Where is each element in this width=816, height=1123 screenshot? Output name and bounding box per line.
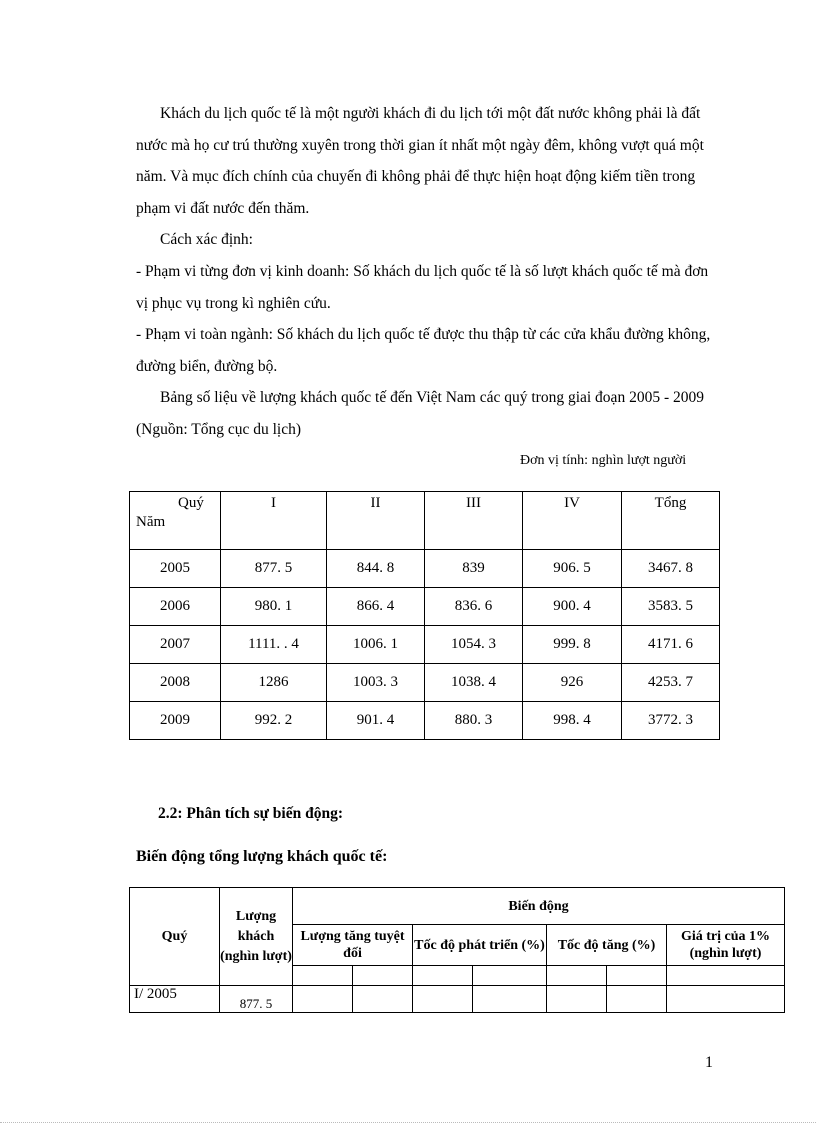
table-row xyxy=(130,550,720,588)
table-row xyxy=(130,626,720,664)
table-cell: 900. 4 xyxy=(523,588,622,626)
col-quy-header: Quý xyxy=(130,888,220,986)
row-year: 2007 xyxy=(130,626,221,664)
table-cell: 1006. 1 xyxy=(327,626,425,664)
table-cell xyxy=(293,966,353,986)
paragraph-business-scope: - Phạm vi từng đơn vị kinh doanh: Số khách du lịch quốc tế là số lượt khách quốc tế mà đơn vị phục vụ trong kì nghiên cứu. xyxy=(136,263,709,312)
page-number: 1 xyxy=(705,1054,713,1071)
table-cell: 1111. . 4 xyxy=(221,626,327,664)
section-heading: 2.2: Phân tích sự biến động: xyxy=(158,805,344,822)
table-cell: 999. 8 xyxy=(523,626,622,664)
col-luong-khach-header: Lượng khách (nghìn lượt) xyxy=(220,888,293,986)
subsection-heading: Biến động tổng lượng khách quốc tế: xyxy=(136,848,388,865)
table-row xyxy=(130,986,785,1013)
table-cell: 901. 4 xyxy=(327,702,425,740)
table-cell xyxy=(607,986,667,1013)
table-cell: 992. 2 xyxy=(221,702,327,740)
table-cell xyxy=(473,986,547,1013)
table-cell xyxy=(607,966,667,986)
table-cell xyxy=(547,966,607,986)
corner-nam-label: Năm xyxy=(136,514,166,530)
sub-header-gia-tri-1pct: Giá trị của 1% (nghìn lượt) xyxy=(667,925,785,966)
sub-header-toc-do-phat-trien: Tốc độ phát triển (%) xyxy=(413,925,547,966)
table-cell: 839 xyxy=(425,550,523,588)
table-cell xyxy=(667,966,785,986)
variation-table xyxy=(129,887,785,1013)
table-header-row xyxy=(130,492,720,550)
table-row xyxy=(130,664,720,702)
sub-header-toc-do-tang: Tốc độ tăng (%) xyxy=(547,925,667,966)
header-q1: I xyxy=(221,492,327,550)
unit-note: Đơn vị tính: nghìn lượt người xyxy=(520,453,687,468)
paragraph-definition: Khách du lịch quốc tế là một người khách đi du lịch tới một đất nước không phải là đất nước mà họ cư trú thường xuyên trong thời gian ít nhất một ngày đêm, không vượt quá một năm. Và mục đích chính của chuyến đi không phải để thực hiện hoạt động kiếm tiền trong phạm vi đất nước đến thăm. xyxy=(136,105,704,217)
table-row xyxy=(130,588,720,626)
table-cell: 1038. 4 xyxy=(425,664,523,702)
row-year: 2006 xyxy=(130,588,221,626)
table-cell xyxy=(413,966,473,986)
sub-header-luong-tang: Lượng tăng tuyệt đối xyxy=(293,925,413,966)
header-q3: III xyxy=(425,492,523,550)
row-year: 2008 xyxy=(130,664,221,702)
table-cell: 844. 8 xyxy=(327,550,425,588)
table-cell: 1003. 3 xyxy=(327,664,425,702)
table-cell xyxy=(473,966,547,986)
visitors-table xyxy=(129,491,720,740)
table2-header-row-1 xyxy=(130,888,785,925)
table-cell: 3467. 8 xyxy=(622,550,720,588)
table-cell xyxy=(547,986,607,1013)
table-cell: 1054. 3 xyxy=(425,626,523,664)
table-cell: 980. 1 xyxy=(221,588,327,626)
table-cell xyxy=(353,986,413,1013)
header-total: Tổng xyxy=(622,492,720,550)
table-cell: 880. 3 xyxy=(425,702,523,740)
table-cell: 998. 4 xyxy=(523,702,622,740)
table-cell xyxy=(353,966,413,986)
table-cell: 4171. 6 xyxy=(622,626,720,664)
row-label: I/ 2005 xyxy=(130,986,220,1013)
header-q2: II xyxy=(327,492,425,550)
table-cell: 906. 5 xyxy=(523,550,622,588)
table-cell: 836. 6 xyxy=(425,588,523,626)
table-cell: 3583. 5 xyxy=(622,588,720,626)
table-cell: 877. 5 xyxy=(220,986,293,1013)
table-cell: 866. 4 xyxy=(327,588,425,626)
header-q4: IV xyxy=(523,492,622,550)
corner-quy-label: Quý xyxy=(178,495,204,511)
table-cell: 4253. 7 xyxy=(622,664,720,702)
row-year: 2005 xyxy=(130,550,221,588)
table-row xyxy=(130,702,720,740)
col-bien-dong-header: Biến động xyxy=(293,888,785,925)
table-cell xyxy=(293,986,353,1013)
table-cell xyxy=(667,986,785,1013)
table-cell: 926 xyxy=(523,664,622,702)
paragraph-method: Cách xác định: xyxy=(160,231,253,248)
paragraph-industry-scope: - Phạm vi toàn ngành: Số khách du lịch quốc tế được thu thập từ các cửa khẩu đường không, đường biển, đường bộ. xyxy=(136,326,711,375)
table-cell: 877. 5 xyxy=(221,550,327,588)
table-cell xyxy=(413,986,473,1013)
row-year: 2009 xyxy=(130,702,221,740)
table-cell: 1286 xyxy=(221,664,327,702)
paragraph-table-intro: Bảng số liệu về lượng khách quốc tế đến Việt Nam các quý trong giai đoạn 2005 - 2009 (Nguồn: Tổng cục du lịch) xyxy=(136,389,704,438)
table-cell: 3772. 3 xyxy=(622,702,720,740)
corner-cell xyxy=(130,492,221,550)
